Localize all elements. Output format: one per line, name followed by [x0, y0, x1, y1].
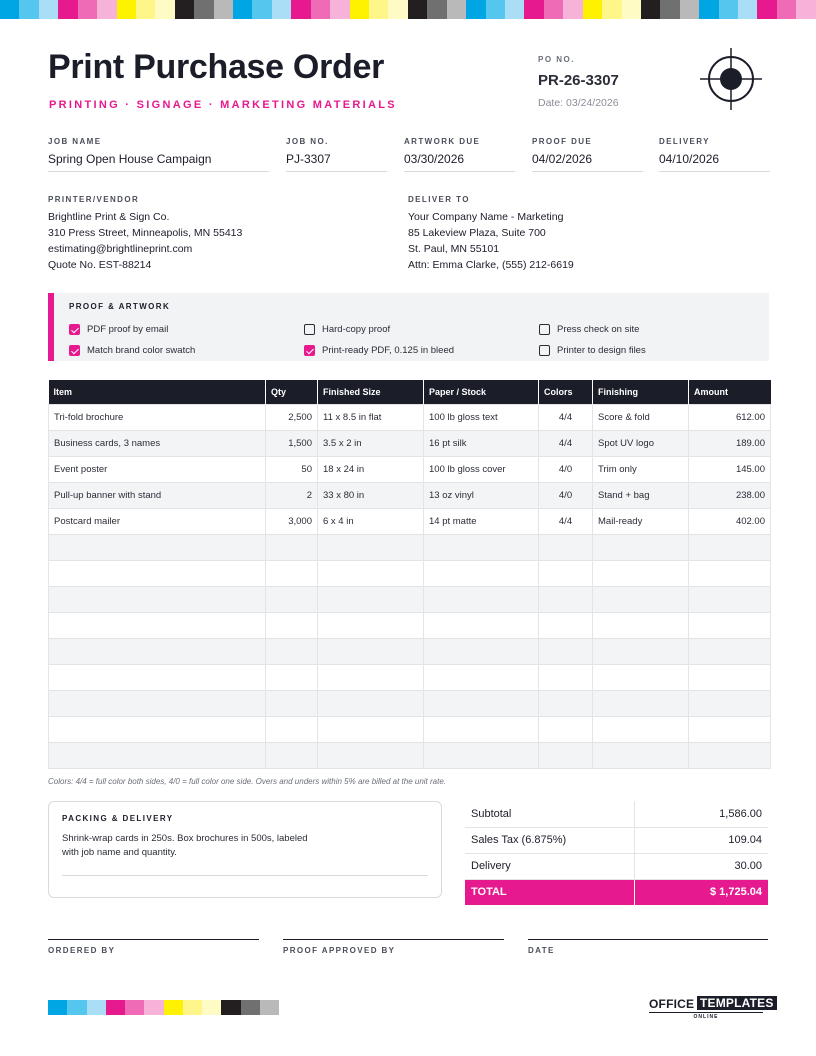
item-cell[interactable]	[49, 534, 266, 560]
color-swatch	[214, 0, 233, 19]
color-swatch	[544, 0, 563, 19]
table-row	[49, 534, 771, 560]
color-swatch	[719, 0, 738, 19]
color-swatch	[241, 1000, 260, 1015]
paper-stock-cell[interactable]: 13 oz vinyl	[424, 482, 539, 508]
column-header-paper-stock: Paper / Stock	[424, 380, 539, 404]
finishing-cell[interactable]	[593, 586, 689, 612]
qty-cell[interactable]	[266, 612, 318, 638]
checkbox-label: Match brand color swatch	[87, 345, 196, 356]
checkbox-icon[interactable]	[69, 345, 80, 356]
finishing-cell[interactable]	[593, 560, 689, 586]
checkbox-print-ready-pdf[interactable]	[304, 345, 454, 356]
checkbox-pdf-proof[interactable]	[69, 324, 168, 335]
color-swatch	[505, 0, 524, 19]
checkbox-icon[interactable]	[304, 324, 315, 335]
total-value[interactable]: $ 1,725.04	[634, 879, 768, 905]
tax-row	[465, 827, 768, 853]
paper-stock-cell[interactable]	[424, 716, 539, 742]
color-swatch	[524, 0, 543, 19]
color-swatch	[221, 1000, 240, 1015]
color-swatch	[369, 0, 388, 19]
qty-cell[interactable]: 3,000	[266, 508, 318, 534]
finishing-cell[interactable]: Mail-ready	[593, 508, 689, 534]
color-swatch	[78, 0, 97, 19]
finished-size-cell[interactable]	[318, 742, 424, 768]
deliver-to-label: DELIVER TO	[408, 195, 470, 204]
delivery-row	[465, 853, 768, 879]
deliver-to-address1[interactable]: 85 Lakeview Plaza, Suite 700	[408, 227, 546, 239]
color-swatch	[97, 0, 116, 19]
subtotal-label: Subtotal	[465, 801, 634, 827]
checkbox-icon[interactable]	[539, 324, 550, 335]
colors-cell[interactable]: 4/4	[539, 430, 593, 456]
finishing-cell[interactable]	[593, 638, 689, 664]
tax-label: Sales Tax (6.875%)	[465, 827, 634, 853]
bottom-color-bar	[48, 1000, 279, 1015]
packing-label: PACKING & DELIVERY	[62, 814, 174, 823]
item-cell[interactable]: Event poster	[49, 456, 266, 482]
delivery-cost-label: Delivery	[465, 853, 634, 879]
color-swatch	[330, 0, 349, 19]
color-swatch	[106, 1000, 125, 1015]
amount-cell[interactable]: 402.00	[689, 508, 771, 534]
packing-divider	[62, 875, 428, 876]
checkbox-press-check[interactable]	[539, 324, 639, 335]
color-swatch	[164, 1000, 183, 1015]
column-header-colors: Colors	[539, 380, 593, 404]
total-label: TOTAL	[465, 879, 634, 905]
paper-stock-cell[interactable]	[424, 586, 539, 612]
vendor-label: PRINTER/VENDOR	[48, 195, 140, 204]
office-templates-logo	[649, 996, 774, 1020]
color-swatch	[183, 1000, 202, 1015]
item-cell[interactable]: Pull-up banner with stand	[49, 482, 266, 508]
color-swatch	[466, 0, 485, 19]
color-swatch	[699, 0, 718, 19]
qty-cell[interactable]	[266, 638, 318, 664]
delivery-value[interactable]: 04/10/2026	[659, 152, 770, 172]
table-row	[49, 456, 771, 482]
paper-stock-cell[interactable]	[424, 612, 539, 638]
top-color-bar	[0, 0, 816, 19]
job-name-label: JOB NAME	[48, 137, 102, 146]
finished-size-cell[interactable]	[318, 534, 424, 560]
table-row	[49, 690, 771, 716]
colors-cell[interactable]: 4/4	[539, 404, 593, 430]
color-swatch	[291, 0, 310, 19]
checkbox-label: PDF proof by email	[87, 324, 169, 335]
item-cell[interactable]	[49, 560, 266, 586]
column-header-item: Item	[49, 380, 266, 404]
table-row	[49, 482, 771, 508]
proof-due-field	[532, 137, 643, 172]
paper-stock-cell[interactable]	[424, 664, 539, 690]
paper-stock-cell[interactable]	[424, 560, 539, 586]
amount-cell[interactable]	[689, 664, 771, 690]
logo-word-templates: TEMPLATES	[697, 996, 777, 1010]
paper-stock-cell[interactable]	[424, 742, 539, 768]
qty-cell[interactable]	[266, 586, 318, 612]
artwork-due-label: ARTWORK DUE	[404, 137, 481, 146]
checkbox-label: Hard-copy proof	[322, 324, 391, 335]
color-swatch	[641, 0, 660, 19]
packing-text[interactable]: Shrink-wrap cards in 250s. Box brochures in 500s, labeled with job name and quantity.	[62, 833, 308, 858]
date-signature[interactable]: DATE	[528, 939, 768, 955]
item-cell[interactable]	[49, 690, 266, 716]
color-swatch	[408, 0, 427, 19]
color-swatch	[260, 1000, 279, 1015]
paper-stock-cell[interactable]: 100 lb gloss text	[424, 404, 539, 430]
paper-stock-cell[interactable]	[424, 638, 539, 664]
vendor-address[interactable]: 310 Press Street, Minneapolis, MN 55413	[48, 227, 243, 239]
colors-cell[interactable]	[539, 690, 593, 716]
qty-cell[interactable]: 2	[266, 482, 318, 508]
vendor-email[interactable]: estimating@brightlineprint.com	[48, 243, 193, 255]
po-number-label: PO NO.	[538, 55, 576, 64]
color-swatch	[486, 0, 505, 19]
table-note: Colors: 4/4 = full color both sides, 4/0 = full color one side. Overs and unders within 5% are billed at the unit rate.	[48, 777, 446, 786]
colors-cell[interactable]	[539, 612, 593, 638]
amount-cell[interactable]	[689, 742, 771, 768]
column-header-amount: Amount	[689, 380, 771, 404]
colors-cell[interactable]	[539, 560, 593, 586]
finishing-cell[interactable]: Spot UV logo	[593, 430, 689, 456]
checkbox-label: Press check on site	[557, 324, 640, 335]
color-swatch	[233, 0, 252, 19]
item-cell[interactable]	[49, 612, 266, 638]
table-row	[49, 716, 771, 742]
amount-cell[interactable]: 189.00	[689, 430, 771, 456]
table-row	[49, 430, 771, 456]
table-row	[49, 638, 771, 664]
amount-cell[interactable]: 612.00	[689, 404, 771, 430]
finishing-cell[interactable]	[593, 534, 689, 560]
checkbox-label: Print-ready PDF, 0.125 in bleed	[322, 345, 455, 356]
vendor-name[interactable]: Brightline Print & Sign Co.	[48, 211, 170, 223]
color-swatch	[311, 0, 330, 19]
column-header-finished-size: Finished Size	[318, 380, 424, 404]
colors-cell[interactable]	[539, 742, 593, 768]
deliver-to-block	[408, 195, 748, 273]
checkbox-icon[interactable]	[539, 345, 550, 356]
color-swatch	[19, 0, 38, 19]
checkbox-hard-copy-proof[interactable]	[304, 324, 390, 335]
amount-cell[interactable]: 238.00	[689, 482, 771, 508]
amount-cell[interactable]	[689, 586, 771, 612]
finished-size-cell[interactable]	[318, 586, 424, 612]
colors-cell[interactable]	[539, 534, 593, 560]
finished-size-cell[interactable]	[318, 560, 424, 586]
amount-cell[interactable]	[689, 534, 771, 560]
qty-cell[interactable]: 2,500	[266, 404, 318, 430]
po-date[interactable]: Date: 03/24/2026	[538, 97, 619, 109]
finishing-cell[interactable]	[593, 742, 689, 768]
amount-cell[interactable]	[689, 560, 771, 586]
deliver-to-attn[interactable]: Attn: Emma Clarke, (555) 212-6619	[408, 259, 574, 271]
item-cell[interactable]	[49, 716, 266, 742]
color-swatch	[622, 0, 641, 19]
logo-word-office: OFFICE	[649, 997, 695, 1011]
color-swatch	[777, 0, 796, 19]
table-row	[49, 404, 771, 430]
registration-mark-icon	[700, 48, 762, 110]
delivery-cost-value[interactable]: 30.00	[634, 853, 768, 879]
colors-cell[interactable]: 4/0	[539, 456, 593, 482]
page-subtitle: PRINTING · SIGNAGE · MARKETING MATERIALS	[49, 99, 397, 111]
color-swatch	[117, 0, 136, 19]
paper-stock-cell[interactable]	[424, 534, 539, 560]
color-swatch	[563, 0, 582, 19]
deliver-to-name[interactable]: Your Company Name - Marketing	[408, 211, 564, 223]
color-swatch	[272, 0, 291, 19]
colors-cell[interactable]	[539, 586, 593, 612]
table-row	[49, 664, 771, 690]
proof-due-label: PROOF DUE	[532, 137, 593, 146]
paper-stock-cell[interactable]: 14 pt matte	[424, 508, 539, 534]
amount-cell[interactable]	[689, 690, 771, 716]
amount-cell[interactable]	[689, 716, 771, 742]
amount-cell[interactable]: 145.00	[689, 456, 771, 482]
finished-size-cell[interactable]	[318, 716, 424, 742]
job-name-value[interactable]: Spring Open House Campaign	[48, 152, 269, 172]
color-swatch	[136, 0, 155, 19]
color-swatch	[48, 1000, 67, 1015]
proof-approved-by-signature[interactable]: PROOF APPROVED BY	[283, 939, 504, 955]
colors-cell[interactable]	[539, 664, 593, 690]
finished-size-cell[interactable]: 3.5 x 2 in	[318, 430, 424, 456]
colors-cell[interactable]	[539, 716, 593, 742]
finished-size-cell[interactable]: 6 x 4 in	[318, 508, 424, 534]
finished-size-cell[interactable]	[318, 638, 424, 664]
finished-size-cell[interactable]	[318, 664, 424, 690]
paper-stock-cell[interactable]: 16 pt silk	[424, 430, 539, 456]
vendor-block	[48, 195, 368, 273]
finished-size-cell[interactable]: 33 x 80 in	[318, 482, 424, 508]
totals-table	[465, 801, 768, 905]
item-cell[interactable]	[49, 586, 266, 612]
color-swatch	[125, 1000, 144, 1015]
color-swatch	[796, 0, 815, 19]
qty-cell[interactable]	[266, 716, 318, 742]
color-swatch	[738, 0, 757, 19]
vendor-quote[interactable]: Quote No. EST-88214	[48, 259, 152, 271]
color-swatch	[602, 0, 621, 19]
artwork-due-value[interactable]: 03/30/2026	[404, 152, 515, 172]
qty-cell[interactable]	[266, 690, 318, 716]
paper-stock-cell[interactable]: 100 lb gloss cover	[424, 456, 539, 482]
color-swatch	[447, 0, 466, 19]
table-row	[49, 508, 771, 534]
table-row	[49, 742, 771, 768]
qty-cell[interactable]: 50	[266, 456, 318, 482]
amount-cell[interactable]	[689, 638, 771, 664]
color-swatch	[202, 1000, 221, 1015]
subtotal-value[interactable]: 1,586.00	[634, 801, 768, 827]
artwork-due-field	[404, 137, 515, 172]
color-swatch	[39, 0, 58, 19]
item-cell[interactable]: Business cards, 3 names	[49, 430, 266, 456]
job-no-field	[286, 137, 387, 172]
amount-cell[interactable]	[689, 612, 771, 638]
tax-value[interactable]: 109.04	[634, 827, 768, 853]
qty-cell[interactable]	[266, 742, 318, 768]
deliver-to-address2[interactable]: St. Paul, MN 55101	[408, 243, 500, 255]
checkbox-icon[interactable]	[304, 345, 315, 356]
item-cell[interactable]	[49, 638, 266, 664]
finishing-cell[interactable]: Trim only	[593, 456, 689, 482]
page-title: Print Purchase Order	[48, 48, 385, 86]
line-items-table	[48, 380, 771, 769]
proof-artwork-panel	[48, 293, 769, 361]
qty-cell[interactable]	[266, 664, 318, 690]
finished-size-cell[interactable]: 11 x 8.5 in flat	[318, 404, 424, 430]
color-swatch	[67, 1000, 86, 1015]
logo-word-online: ONLINE	[649, 1012, 763, 1020]
total-row	[465, 879, 768, 905]
proof-due-value[interactable]: 04/02/2026	[532, 152, 643, 172]
job-no-label: JOB NO.	[286, 137, 329, 146]
job-no-value[interactable]: PJ-3307	[286, 152, 387, 172]
finishing-cell[interactable]: Stand + bag	[593, 482, 689, 508]
color-swatch	[388, 0, 407, 19]
qty-cell[interactable]	[266, 534, 318, 560]
proof-artwork-label: PROOF & ARTWORK	[69, 302, 171, 311]
color-swatch	[175, 0, 194, 19]
packing-delivery-box	[48, 801, 442, 898]
color-swatch	[155, 0, 174, 19]
item-cell[interactable]: Postcard mailer	[49, 508, 266, 534]
finishing-cell[interactable]	[593, 664, 689, 690]
finished-size-cell[interactable]	[318, 690, 424, 716]
column-header-finishing: Finishing	[593, 380, 689, 404]
color-swatch	[757, 0, 776, 19]
finished-size-cell[interactable]: 18 x 24 in	[318, 456, 424, 482]
job-name-field	[48, 137, 269, 172]
item-cell[interactable]: Tri-fold brochure	[49, 404, 266, 430]
colors-cell[interactable]: 4/4	[539, 508, 593, 534]
color-swatch	[87, 1000, 106, 1015]
color-swatch	[194, 0, 213, 19]
colors-cell[interactable]: 4/0	[539, 482, 593, 508]
finishing-cell[interactable]	[593, 690, 689, 716]
table-row	[49, 560, 771, 586]
color-swatch	[583, 0, 602, 19]
table-row	[49, 612, 771, 638]
finishing-cell[interactable]: Score & fold	[593, 404, 689, 430]
item-cell[interactable]	[49, 742, 266, 768]
color-swatch	[58, 0, 77, 19]
ordered-by-signature[interactable]: ORDERED BY	[48, 939, 259, 955]
finishing-cell[interactable]	[593, 612, 689, 638]
finished-size-cell[interactable]	[318, 612, 424, 638]
checkbox-icon[interactable]	[69, 324, 80, 335]
color-swatch	[144, 1000, 163, 1015]
po-number[interactable]: PR-26-3307	[538, 72, 619, 89]
table-row	[49, 586, 771, 612]
delivery-field	[659, 137, 770, 172]
column-header-qty: Qty	[266, 380, 318, 404]
subtotal-row	[465, 801, 768, 827]
finishing-cell[interactable]	[593, 716, 689, 742]
color-swatch	[252, 0, 271, 19]
qty-cell[interactable]: 1,500	[266, 430, 318, 456]
color-swatch	[0, 0, 19, 19]
color-swatch	[427, 0, 446, 19]
paper-stock-cell[interactable]	[424, 690, 539, 716]
item-cell[interactable]	[49, 664, 266, 690]
checkbox-label: Printer to design files	[557, 345, 646, 356]
color-swatch	[350, 0, 369, 19]
delivery-label: DELIVERY	[659, 137, 710, 146]
table-header-row	[49, 380, 771, 404]
color-swatch	[680, 0, 699, 19]
color-swatch	[660, 0, 679, 19]
colors-cell[interactable]	[539, 638, 593, 664]
checkbox-printer-design[interactable]	[539, 345, 646, 356]
checkbox-brand-color[interactable]	[69, 345, 195, 356]
qty-cell[interactable]	[266, 560, 318, 586]
